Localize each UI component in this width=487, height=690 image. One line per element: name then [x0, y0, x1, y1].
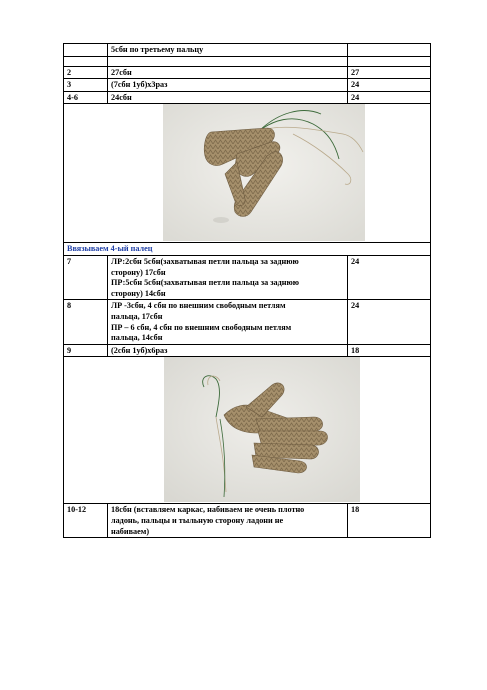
crocheted-four-fingers-photo — [164, 357, 360, 502]
row-count: 24 — [348, 255, 431, 299]
two-fingers-illustration — [163, 104, 365, 241]
table-row — [64, 344, 431, 357]
row-instruction: (7сбн 1уб)х3раз — [108, 79, 348, 92]
four-fingers-illustration — [164, 357, 360, 502]
section-heading: Ввязываем 4-ый палец — [64, 243, 431, 256]
instruction-line: сторону) 17сбн — [111, 267, 166, 277]
table-row — [64, 56, 431, 66]
row-instruction: 27сбн — [108, 66, 348, 79]
row-number — [64, 56, 108, 66]
row-number — [64, 44, 108, 57]
instruction-line: набиваем) — [111, 526, 150, 536]
row-instruction — [108, 344, 348, 357]
row-count — [348, 44, 431, 57]
row-number: 4-6 — [64, 91, 108, 104]
photo-cell — [64, 104, 431, 243]
instruction-line: пальца, 17сбн — [111, 311, 163, 321]
section-row — [64, 243, 431, 256]
row-instruction: 24сбн — [108, 91, 348, 104]
table-row — [64, 44, 431, 57]
instruction-line: (2сбн 1уб)х6раз — [111, 345, 168, 355]
instruction-line: ЛР:2сбн 5сбн(захватывая петли пальца за заднюю — [111, 256, 299, 266]
row-count: 24 — [348, 91, 431, 104]
table-row — [64, 300, 431, 344]
row-count — [348, 56, 431, 66]
instruction-line: сторону) 14сбн — [111, 288, 166, 298]
row-instruction — [108, 56, 348, 66]
row-number: 9 — [64, 344, 108, 357]
crocheted-two-fingers-photo — [163, 104, 365, 241]
table-row — [64, 66, 431, 79]
row-instruction: 5сбн по третьему пальцу — [108, 44, 348, 57]
table-row — [64, 255, 431, 299]
instruction-line: ЛР -3сбн, 4 сбн по внешним свободным петлям — [111, 301, 286, 311]
instruction-line: 18сбн (вставляем каркас, набиваем не очень плотно — [111, 505, 305, 515]
row-number: 3 — [64, 79, 108, 92]
row-instruction — [108, 504, 348, 538]
instruction-line: ПР:5сбн 5сбн(захватывая петли пальца за заднюю — [111, 278, 300, 288]
instruction-line: ладонь, пальцы и тыльную сторону ладони не — [111, 515, 284, 525]
table-row — [64, 91, 431, 104]
row-number: 8 — [64, 300, 108, 344]
pattern-table — [63, 43, 431, 538]
instruction-line: пальца, 14сбн — [111, 333, 163, 343]
table-row — [64, 79, 431, 92]
instruction-line: ПР – 6 сбн, 4 сбн по внешним свободным петлям — [111, 322, 292, 332]
row-number: 7 — [64, 255, 108, 299]
row-instruction — [108, 300, 348, 344]
row-instruction — [108, 255, 348, 299]
row-count: 18 — [348, 344, 431, 357]
row-number: 10-12 — [64, 504, 108, 538]
table-row — [64, 504, 431, 538]
photo-row — [64, 357, 431, 504]
row-count: 24 — [348, 79, 431, 92]
row-count: 27 — [348, 66, 431, 79]
row-count: 18 — [348, 504, 431, 538]
row-count: 24 — [348, 300, 431, 344]
photo-cell — [64, 357, 431, 504]
row-number: 2 — [64, 66, 108, 79]
photo-row — [64, 104, 431, 243]
